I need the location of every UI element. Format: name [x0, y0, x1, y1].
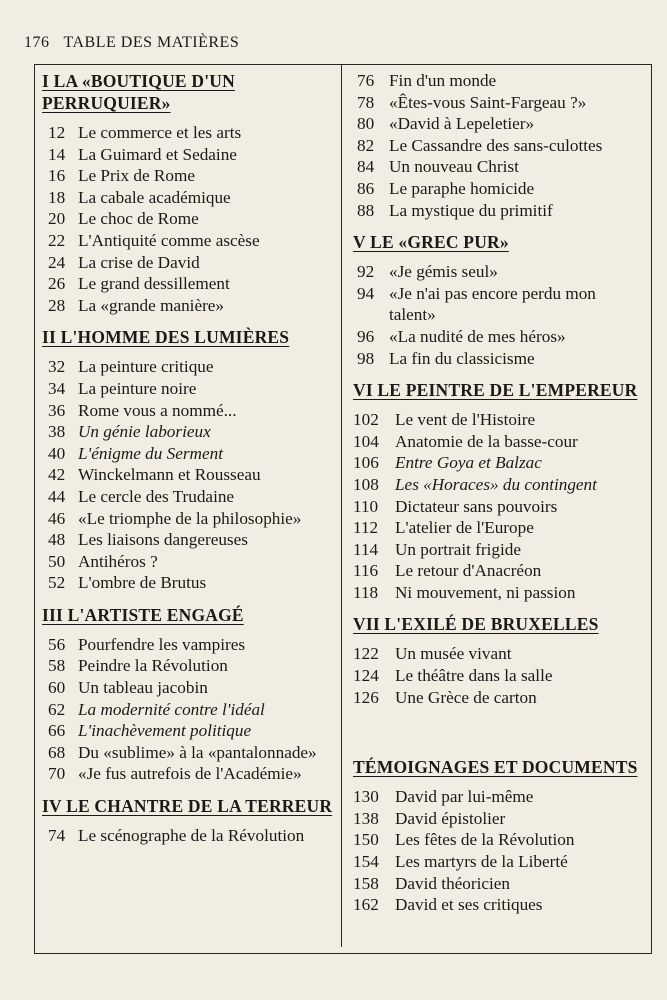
toc-entry-list — [42, 825, 334, 847]
entry-title: Un génie laborieux — [78, 422, 211, 442]
toc-entry — [42, 400, 334, 422]
toc-entry — [42, 825, 334, 847]
section-heading: V LE «GREC PUR» — [353, 232, 509, 253]
entry-title: Le scénographe de la Révolution — [78, 826, 305, 846]
entry-title: La peinture critique — [78, 357, 214, 377]
entry-page-number: 88 — [357, 200, 375, 220]
toc-entry — [353, 135, 645, 157]
entry-title: Le théâtre dans la salle — [395, 666, 553, 686]
toc-entry — [42, 551, 334, 573]
toc-entry-list — [353, 261, 645, 369]
entry-title: L'énigme du Serment — [78, 443, 223, 463]
toc-entry-list — [42, 356, 334, 594]
toc-entry — [42, 208, 334, 230]
section-heading: VII L'EXILÉ DE BRUXELLES — [353, 614, 599, 635]
entry-page-number: 122 — [353, 644, 379, 664]
entry-title: Un musée vivant — [395, 644, 512, 664]
toc-left-column — [42, 70, 334, 857]
toc-entry — [353, 851, 645, 873]
entry-page-number: 22 — [48, 230, 66, 250]
toc-entry — [353, 261, 645, 283]
section-heading: III L'ARTISTE ENGAGÉ — [42, 604, 244, 625]
page-title: TABLE DES MATIÈRES — [63, 34, 240, 51]
toc-entry — [42, 252, 334, 274]
entry-page-number: 92 — [357, 262, 375, 282]
toc-entry — [42, 655, 334, 677]
entry-title: L'ombre de Brutus — [78, 573, 207, 593]
entry-title: La mystique du primitif — [389, 200, 553, 220]
entry-title: Le choc de Rome — [78, 209, 199, 229]
toc-entry-list — [353, 70, 645, 221]
entry-page-number: 158 — [353, 873, 379, 893]
entry-page-number: 138 — [353, 808, 379, 828]
section-heading: II L'HOMME DES LUMIÈRES — [42, 327, 290, 348]
entry-page-number: 78 — [357, 92, 375, 112]
toc-entry-list — [353, 786, 645, 916]
toc-entry — [42, 572, 334, 594]
column-divider — [341, 64, 342, 947]
entry-page-number: 38 — [48, 422, 66, 442]
toc-entry — [42, 699, 334, 721]
entry-title: Une Grèce de carton — [395, 687, 537, 707]
entry-page-number: 14 — [48, 144, 66, 164]
entry-title: L'inachèvement politique — [78, 721, 252, 741]
entry-page-number: 126 — [353, 687, 379, 707]
toc-entry — [353, 665, 645, 687]
entry-page-number: 20 — [48, 209, 66, 229]
entry-title: Ni mouvement, ni passion — [395, 582, 576, 602]
toc-entry — [353, 156, 645, 178]
entry-page-number: 106 — [353, 453, 379, 473]
entry-title: La Guimard et Sedaine — [78, 144, 237, 164]
toc-entry — [42, 634, 334, 656]
entry-title: La «grande manière» — [78, 295, 225, 315]
toc-entry — [42, 356, 334, 378]
entry-page-number: 42 — [48, 465, 66, 485]
section-heading: TÉMOIGNAGES ET DOCUMENTS — [353, 757, 638, 778]
toc-entry — [353, 409, 645, 431]
section-heading: I LA «BOUTIQUE D'UN PERRUQUIER» — [42, 71, 235, 113]
entry-page-number: 112 — [353, 518, 379, 538]
entry-title: Entre Goya et Balzac — [395, 453, 542, 473]
toc-entry — [42, 187, 334, 209]
entry-title: Du «sublime» à la «pantalonnade» — [78, 742, 317, 762]
entry-title: La peinture noire — [78, 378, 197, 398]
toc-entry — [42, 763, 334, 785]
entry-page-number: 114 — [353, 539, 379, 559]
entry-title: «Je n'ai pas encore perdu mon talent» — [389, 283, 596, 325]
entry-page-number: 118 — [353, 582, 379, 602]
entry-page-number: 40 — [48, 443, 66, 463]
entry-page-number: 36 — [48, 400, 66, 420]
entry-page-number: 44 — [48, 486, 66, 506]
entry-title: Les martyrs de la Liberté — [395, 852, 568, 872]
running-head — [24, 34, 239, 52]
entry-title: Pourfendre les vampires — [78, 634, 246, 654]
entry-title: David et ses critiques — [395, 895, 543, 915]
entry-title: Rome vous a nommé... — [78, 400, 237, 420]
entry-page-number: 32 — [48, 357, 66, 377]
toc-entry — [42, 464, 334, 486]
entry-page-number: 62 — [48, 699, 66, 719]
entry-page-number: 18 — [48, 187, 66, 207]
entry-title: Le Prix de Rome — [78, 166, 195, 186]
entry-title: Les liaisons dangereuses — [78, 530, 248, 550]
entry-title: Fin d'un monde — [389, 71, 497, 90]
toc-entry — [353, 582, 645, 604]
toc-entry — [353, 348, 645, 370]
entry-title: «David à Lepeletier» — [389, 114, 535, 134]
entry-title: David théoricien — [395, 873, 511, 893]
entry-title: La fin du classicisme — [389, 348, 535, 368]
toc-entry-list — [42, 122, 334, 316]
entry-title: David épistolier — [395, 808, 506, 828]
toc-entry — [42, 378, 334, 400]
section-gap — [353, 718, 645, 756]
toc-entry — [42, 421, 334, 443]
entry-page-number: 96 — [357, 326, 375, 346]
entry-title: «Je gémis seul» — [389, 262, 498, 282]
entry-title: La crise de David — [78, 252, 200, 272]
toc-entry — [42, 508, 334, 530]
toc-entry — [42, 122, 334, 144]
toc-entry — [353, 643, 645, 665]
entry-page-number: 102 — [353, 410, 379, 430]
toc-entry — [353, 496, 645, 518]
toc-entry — [353, 92, 645, 114]
toc-entry — [353, 452, 645, 474]
entry-page-number: 82 — [357, 135, 375, 155]
entry-title: «La nudité de mes héros» — [389, 326, 566, 346]
entry-page-number: 70 — [48, 764, 66, 784]
toc-entry — [42, 230, 334, 252]
entry-title: Le cercle des Trudaine — [78, 486, 235, 506]
entry-title: Le grand dessillement — [78, 274, 230, 294]
entry-title: Un portrait frigide — [395, 539, 522, 559]
entry-page-number: 68 — [48, 742, 66, 762]
entry-title: Le Cassandre des sans-culottes — [389, 135, 603, 155]
entry-page-number: 48 — [48, 530, 66, 550]
toc-entry — [353, 113, 645, 135]
toc-entry — [353, 70, 645, 92]
toc-entry — [42, 443, 334, 465]
entry-title: «Le triomphe de la philosophie» — [78, 508, 302, 528]
entry-title: Les fêtes de la Révolution — [395, 830, 575, 850]
entry-title: Les «Horaces» du contingent — [395, 474, 597, 494]
entry-page-number: 80 — [357, 114, 375, 134]
entry-title: Le commerce et les arts — [78, 123, 242, 142]
entry-page-number: 108 — [353, 474, 379, 494]
toc-entry — [42, 165, 334, 187]
toc-right-column — [353, 70, 645, 926]
entry-page-number: 84 — [357, 157, 375, 177]
toc-entry-list — [353, 643, 645, 708]
toc-entry — [353, 786, 645, 808]
entry-title: La modernité contre l'idéal — [78, 699, 265, 719]
page-number: 176 — [24, 34, 50, 51]
entry-page-number: 130 — [353, 787, 379, 807]
entry-page-number: 60 — [48, 678, 66, 698]
toc-entry — [353, 517, 645, 539]
entry-page-number: 58 — [48, 656, 66, 676]
entry-page-number: 66 — [48, 721, 66, 741]
entry-title: Le paraphe homicide — [389, 178, 535, 198]
entry-title: Un tableau jacobin — [78, 678, 208, 698]
entry-page-number: 154 — [353, 852, 379, 872]
entry-page-number: 56 — [48, 634, 66, 654]
entry-page-number: 124 — [353, 666, 379, 686]
toc-entry — [353, 431, 645, 453]
entry-page-number: 16 — [48, 166, 66, 186]
entry-page-number: 28 — [48, 295, 66, 315]
section-heading: IV LE CHANTRE DE LA TERREUR — [42, 796, 333, 817]
toc-entry — [353, 873, 645, 895]
entry-page-number: 50 — [48, 551, 66, 571]
entry-page-number: 104 — [353, 431, 379, 451]
toc-entry — [353, 687, 645, 709]
entry-title: Le retour d'Anacréon — [395, 561, 542, 581]
toc-entry — [42, 720, 334, 742]
entry-title: «Je fus autrefois de l'Académie» — [78, 764, 302, 784]
entry-page-number: 110 — [353, 496, 379, 516]
toc-entry — [42, 144, 334, 166]
toc-entry — [353, 283, 645, 326]
toc-entry — [42, 486, 334, 508]
entry-page-number: 86 — [357, 178, 375, 198]
entry-page-number: 52 — [48, 573, 66, 593]
entry-page-number: 12 — [48, 123, 66, 142]
entry-page-number: 34 — [48, 378, 66, 398]
toc-entry — [42, 295, 334, 317]
entry-title: Anatomie de la basse-cour — [395, 431, 578, 451]
entry-title: Un nouveau Christ — [389, 157, 519, 177]
entry-page-number: 24 — [48, 252, 66, 272]
entry-page-number: 76 — [357, 71, 375, 90]
entry-title: L'Antiquité comme ascèse — [78, 230, 260, 250]
entry-page-number: 26 — [48, 274, 66, 294]
entry-title: «Êtes-vous Saint-Fargeau ?» — [389, 92, 587, 112]
toc-entry-list — [353, 409, 645, 603]
entry-title: David par lui-même — [395, 787, 534, 807]
entry-page-number: 46 — [48, 508, 66, 528]
toc-entry-list — [42, 634, 334, 785]
entry-page-number: 162 — [353, 895, 379, 915]
toc-entry — [353, 560, 645, 582]
entry-title: Le vent de l'Histoire — [395, 410, 536, 430]
toc-entry — [42, 742, 334, 764]
toc-entry — [353, 178, 645, 200]
entry-title: Peindre la Révolution — [78, 656, 228, 676]
toc-entry — [353, 808, 645, 830]
toc-entry — [353, 894, 645, 916]
section-heading: VI LE PEINTRE DE L'EMPEREUR — [353, 380, 638, 401]
entry-page-number: 150 — [353, 830, 379, 850]
entry-title: Dictateur sans pouvoirs — [395, 496, 558, 516]
toc-entry — [353, 200, 645, 222]
toc-entry — [42, 677, 334, 699]
entry-title: Winckelmann et Rousseau — [78, 465, 261, 485]
toc-entry — [353, 829, 645, 851]
entry-page-number: 94 — [357, 283, 375, 303]
entry-title: La cabale académique — [78, 187, 231, 207]
toc-entry — [353, 326, 645, 348]
toc-entry — [353, 539, 645, 561]
entry-page-number: 98 — [357, 348, 375, 368]
entry-title: L'atelier de l'Europe — [395, 518, 534, 538]
toc-entry — [42, 273, 334, 295]
entry-page-number: 74 — [48, 826, 66, 846]
entry-title: Antihéros ? — [78, 551, 158, 571]
toc-entry — [353, 474, 645, 496]
entry-page-number: 116 — [353, 561, 379, 581]
toc-entry — [42, 529, 334, 551]
